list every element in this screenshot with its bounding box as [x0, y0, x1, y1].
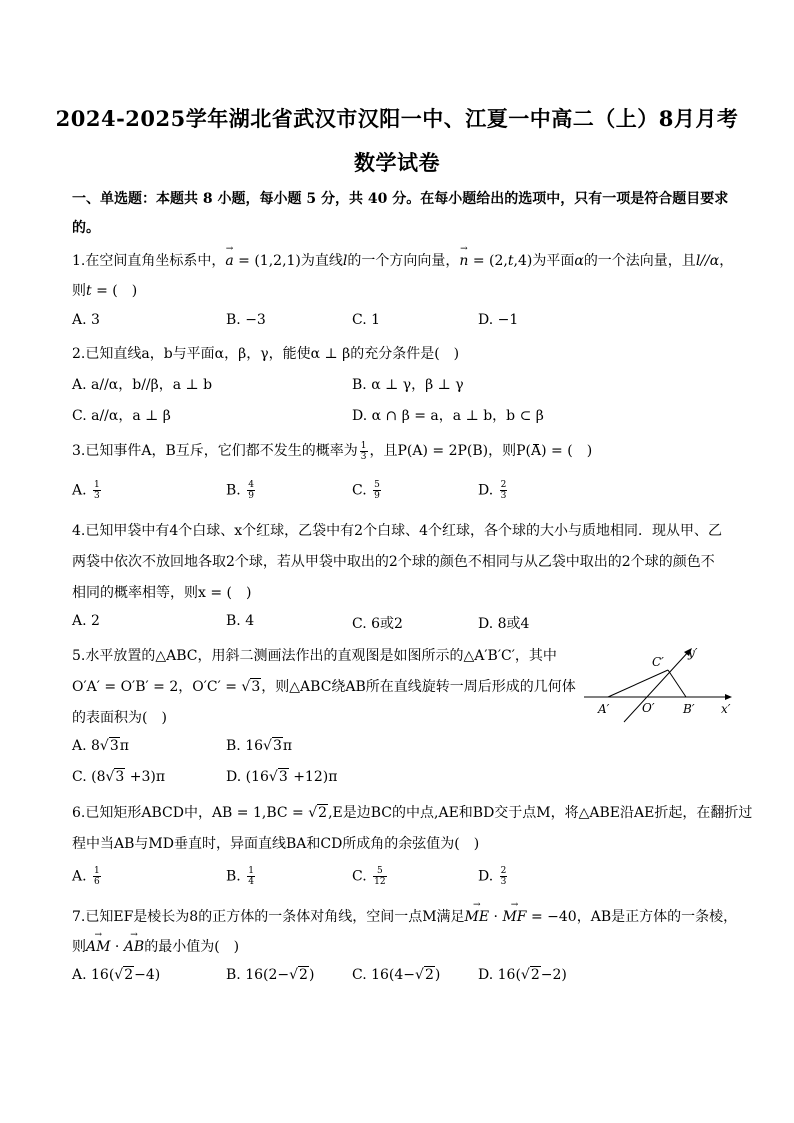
- q4-option-c[interactable]: C. 6或2: [352, 616, 403, 632]
- q5-option-a[interactable]: A. 8√3π: [72, 738, 129, 754]
- label-x: x′: [721, 702, 731, 716]
- label-o: O′: [642, 701, 655, 715]
- q4-option-a[interactable]: A. 2: [72, 613, 100, 629]
- q4-option-b[interactable]: B. 4: [226, 613, 255, 629]
- q2-option-a[interactable]: A. a//α，b//β，a ⊥ b: [72, 377, 213, 393]
- fraction: $\frac{1}{3}$: [360, 440, 367, 462]
- question-6-stem-cont: 程中当AB与MD垂直时，异面直线BA和CD所成角的余弦值为( ): [72, 836, 480, 852]
- label-b: B′: [683, 702, 695, 716]
- side-c-b: [668, 670, 686, 697]
- question-1-stem-cont: 则t = ( ): [72, 283, 138, 299]
- q5-option-d[interactable]: D. (16√3 +12)π: [226, 769, 338, 785]
- question-5-stem: 5.水平放置的△ABC，用斜二测画法作出的直观图是如图所示的△A′B′C′，其中: [72, 648, 557, 664]
- q7-option-a[interactable]: A. 16(√2−4): [72, 967, 161, 983]
- label-c: C′: [652, 655, 664, 669]
- q5-option-c[interactable]: C. (8√3 +3)π: [72, 769, 166, 785]
- q3-option-b[interactable]: B. $\frac{4}{9}$: [226, 480, 254, 501]
- q2-option-b[interactable]: B. α ⊥ γ，β ⊥ γ: [352, 377, 464, 393]
- question-4-stem-cont: 两袋中依次不放回地各取2个球，若从甲袋中取出的2个球的颜色不相同与从乙袋中取出的2个球的颜色不: [72, 554, 715, 570]
- q5-option-b[interactable]: B. 16√3π: [226, 738, 293, 754]
- q3-option-c[interactable]: C. $\frac{5}{9}$: [352, 480, 380, 501]
- question-2-stem: 2.已知直线a，b与平面α，β，γ，能使α ⊥ β的充分条件是( ): [72, 346, 460, 362]
- question-6-stem: 6.已知矩形ABCD中，AB = 1,BC = √2,E是边BC的中点,AE和BD交于点M，将△ABE沿AE折起，在翻折过: [72, 805, 753, 821]
- q7-option-b[interactable]: B. 16(2−√2): [226, 967, 315, 983]
- exam-title: 2024-2025学年湖北省武汉市汉阳一中、江夏一中高二（上）8月月考: [55, 106, 739, 131]
- x-axis-arrow: [725, 694, 732, 700]
- exam-subtitle: 数学试卷: [354, 150, 440, 175]
- q1-option-a[interactable]: A. 3: [72, 312, 100, 328]
- question-7-stem-cont: 则→ AM · → AB的最小值为( ): [72, 936, 239, 956]
- label-a: A′: [598, 702, 610, 716]
- q3-option-d[interactable]: D. $\frac{2}{3}$: [478, 480, 507, 501]
- q6-option-c[interactable]: C. $\frac{5}{12}$: [352, 866, 386, 887]
- q7-option-c[interactable]: C. 16(4−√2): [352, 967, 441, 983]
- q4-option-d[interactable]: D. 8或4: [478, 616, 530, 632]
- q6-option-b[interactable]: B. $\frac{1}{4}$: [226, 866, 254, 887]
- q7-option-d[interactable]: D. 16(√2−2): [478, 967, 567, 983]
- q1-option-c[interactable]: C. 1: [352, 312, 381, 328]
- q2-option-c[interactable]: C. a//α，a ⊥ β: [72, 408, 171, 424]
- section-heading-cont: 的。: [72, 220, 100, 236]
- q6-option-d[interactable]: D. $\frac{2}{3}$: [478, 866, 507, 887]
- oblique-triangle-figure: [580, 640, 740, 730]
- question-4-stem: 4.已知甲袋中有4个白球、x个红球，乙袋中有2个白球、4个红球，各个球的大小与质地相同．现从甲、乙: [72, 523, 722, 539]
- q3-option-a[interactable]: A. $\frac{1}{3}$: [72, 480, 100, 501]
- q1-option-b[interactable]: B. −3: [226, 312, 266, 328]
- question-3-stem: 3.已知事件A，B互斥，它们都不发生的概率为 $\frac{1}{3}$ ，且P(A) = 2P(B)，则P(A) = ( ): [72, 440, 593, 462]
- q6-option-a[interactable]: A. $\frac{1}{6}$: [72, 866, 100, 887]
- question-7-stem: 7.已知EF是棱长为8的正方体的一条体对角线，空间一点M满足→ ME · → MF = −40，AB是正方体的一条棱，: [72, 906, 737, 926]
- q2-option-d[interactable]: D. α ∩ β = a，a ⊥ b，b ⊂ β: [352, 408, 544, 424]
- q1-option-d[interactable]: D. −1: [478, 312, 519, 328]
- question-1-stem: 1.在空间直角坐标系中，→ a = (1,2,1)为直线l的一个方向向量，→ n = (2,t,4)为平面α的一个法向量，且l//α，: [72, 250, 733, 270]
- question-5-stem-cont: O′A′ = O′B′ = 2，O′C′ = √3，则△ABC绕AB所在直线旋转一周后形成的几何体: [72, 679, 576, 695]
- question-4-stem-end: 相同的概率相等，则x = ( ): [72, 585, 252, 601]
- label-y: y′: [688, 646, 698, 660]
- question-5-stem-end: 的表面积为( ): [72, 710, 167, 726]
- section-heading: 一、单选题：本题共 8 小题，每小题 5 分，共 40 分。在每小题给出的选项中，只有一项是符合题目要求: [72, 191, 729, 207]
